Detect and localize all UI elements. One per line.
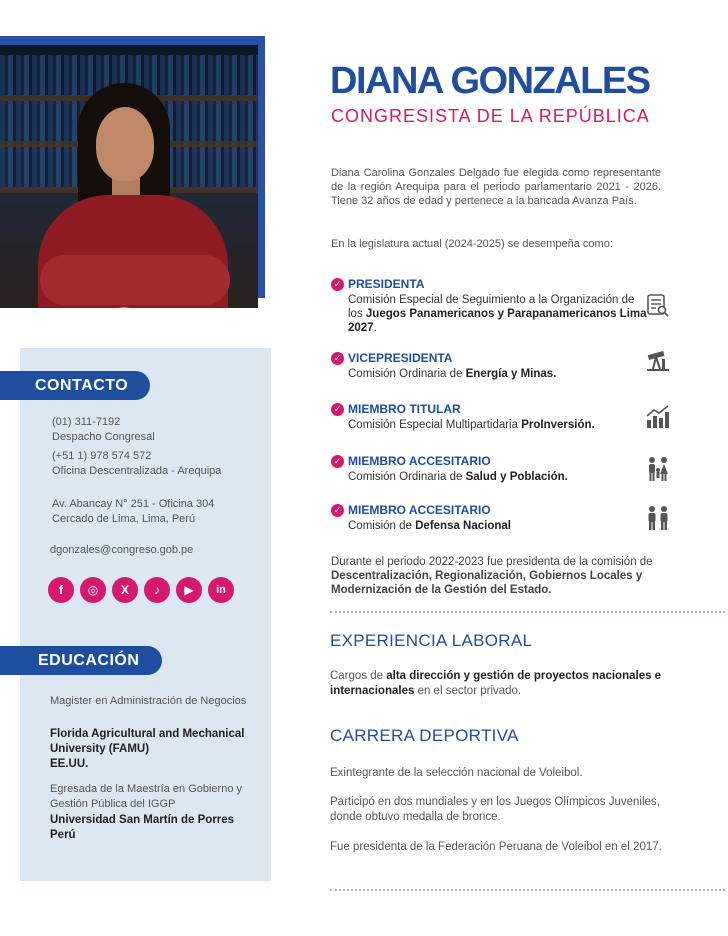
check-icon: ✓ bbox=[331, 403, 344, 416]
contact-phone-2: (+51 1) 978 574 572 bbox=[52, 450, 152, 462]
facebook-icon[interactable]: f bbox=[48, 577, 74, 603]
person-name: DIANA GONZALES bbox=[330, 60, 650, 102]
legislatura-intro: En la legislatura actual (2024-2025) se desempeña como: bbox=[331, 238, 613, 250]
check-icon: ✓ bbox=[331, 455, 344, 468]
education-degree-1: Magister en Administración de Negocios bbox=[50, 695, 247, 707]
contact-phone-1: (01) 311-7192 bbox=[52, 416, 121, 428]
education-degree-2: Egresada de la Maestría en Gobierno y Gestión Pública del IGGP bbox=[50, 783, 243, 810]
check-icon: ✓ bbox=[331, 504, 344, 517]
education-school-2: Universidad San Martín de Porres bbox=[50, 814, 235, 826]
social-links bbox=[48, 577, 268, 605]
education-heading: EDUCACIÓN bbox=[38, 652, 140, 669]
contact-heading-pill bbox=[0, 371, 150, 400]
profile-photo bbox=[0, 45, 258, 308]
instagram-icon[interactable]: ◎ bbox=[80, 577, 106, 603]
experience-text: Cargos de alta dirección y gestión de proyectos nacionales e internacionales en el sector privado. bbox=[330, 670, 662, 697]
position-title: MIEMBRO TITULAR bbox=[348, 402, 461, 416]
divider bbox=[330, 889, 725, 891]
position-description: Comisión Ordinaria de Salud y Población. bbox=[348, 471, 568, 483]
position-title: PRESIDENTA bbox=[348, 277, 425, 291]
check-icon: ✓ bbox=[331, 278, 344, 291]
oil-pump-icon bbox=[645, 347, 671, 373]
sports-text-3: Fue presidenta de la Federación Peruana de Voleibol en el 2017. bbox=[330, 841, 662, 853]
growth-chart-icon bbox=[645, 404, 671, 430]
position-description: Comisión Especial Multipartidaria ProInversión. bbox=[348, 419, 595, 431]
position-item bbox=[331, 503, 671, 535]
position-description: Comisión Especial de Seguimiento a la Organización de los Juegos Panamericanos y Parapanamericanos Lima 2027. bbox=[348, 294, 647, 334]
bio-text: Diana Carolina Gonzales Delgado fue elegida como representante de la región Arequipa para el periodo parlamentario 2021 - 2026. Tiene 32 años de edad y pertenece a la bancada Avanza País. bbox=[331, 167, 661, 207]
contact-email[interactable]: dgonzales@congreso.gob.pe bbox=[50, 544, 194, 556]
sports-text-1: Exintegrante de la selección nacional de Voleibol. bbox=[330, 767, 583, 779]
sports-heading: CARRERA DEPORTIVA bbox=[330, 726, 519, 745]
education-country-2: Perú bbox=[50, 829, 76, 841]
people-icon bbox=[645, 505, 671, 531]
previous-commission: Durante el periodo 2022-2023 fue presidenta de la comisión de Descentralización, Regionalización, Gobiernos Locales y Modernización de la Gestión del Estado. bbox=[331, 556, 653, 596]
person-role: CONGRESISTA DE LA REPÚBLICA bbox=[331, 106, 650, 126]
position-item bbox=[331, 351, 671, 383]
contact-address-1: Av. Abancay N° 251 - Oficina 304 bbox=[52, 498, 215, 510]
position-description: Comisión Ordinaria de Energía y Minas. bbox=[348, 368, 557, 380]
linkedin-icon[interactable]: in bbox=[208, 577, 234, 603]
position-item bbox=[331, 277, 671, 334]
position-title: VICEPRESIDENTA bbox=[348, 351, 453, 365]
divider bbox=[330, 611, 725, 613]
position-item bbox=[331, 402, 671, 434]
education-heading-pill bbox=[0, 646, 162, 675]
family-icon bbox=[645, 456, 671, 482]
contact-office-2: Oficina Descentralizada - Arequipa bbox=[52, 465, 222, 477]
position-title: MIEMBRO ACCESITARIO bbox=[348, 454, 491, 468]
position-description: Comisión de Defensa Nacional bbox=[348, 520, 511, 532]
youtube-icon[interactable]: ▶ bbox=[176, 577, 202, 603]
document-search-icon bbox=[645, 292, 671, 318]
x-icon[interactable]: X bbox=[112, 577, 138, 603]
experience-heading: EXPERIENCIA LABORAL bbox=[330, 631, 533, 650]
tiktok-icon[interactable]: ♪ bbox=[144, 577, 170, 603]
position-item bbox=[331, 454, 671, 486]
contact-office-1: Despacho Congresal bbox=[52, 431, 155, 443]
sports-text-2: Participó en dos mundiales y en los Juegos Olímpicos Juveniles, donde obtuvo medalla de bronce. bbox=[330, 796, 660, 823]
check-icon: ✓ bbox=[331, 352, 344, 365]
education-school-1: Florida Agricultural and Mechanical University (FAMU) bbox=[50, 728, 245, 755]
education-country-1: EE.UU. bbox=[50, 758, 89, 770]
contact-heading: CONTACTO bbox=[35, 377, 129, 394]
position-title: MIEMBRO ACCESITARIO bbox=[348, 503, 491, 517]
contact-address-2: Cercado de Lima, Lima, Perú bbox=[52, 513, 196, 525]
